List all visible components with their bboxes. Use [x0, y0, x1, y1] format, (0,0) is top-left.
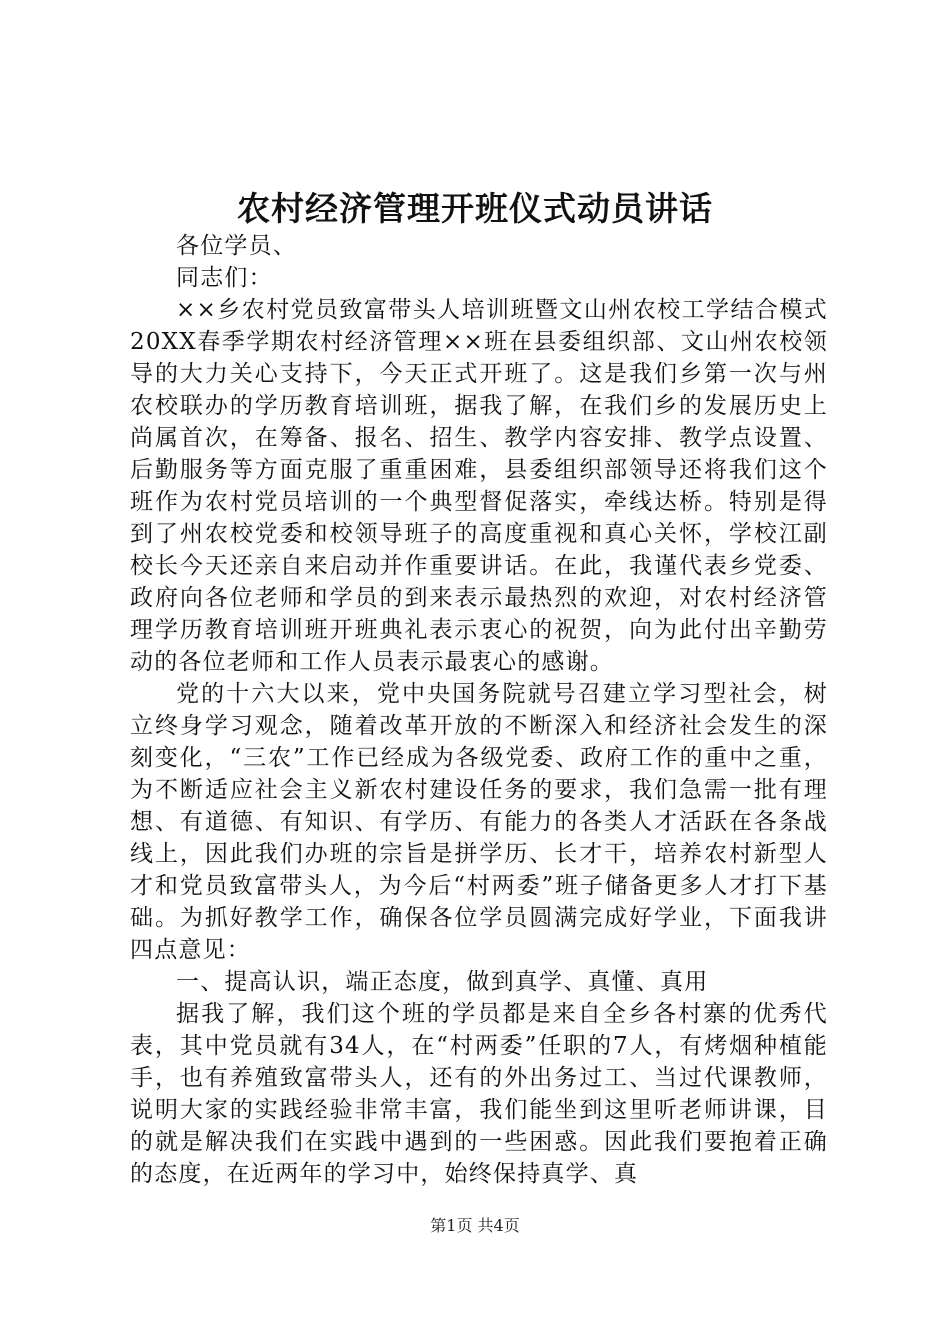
- paragraph-section-1: 据我了解，我们这个班的学员都是来自全乡各村寨的优秀代表，其中党员就有34人，在“村两委”任职的7人，有烤烟种植能手，也有养殖致富带头人，还有的外出务过工、当过代课教师，说明大家的实践经验非常丰富，我们能坐到这里听老师讲课，目的就是解决我们在实践中遇到的一些困惑。因此我们要抱着正确的态度，在近两年的学习中，始终保持真学、真: [130, 1001, 828, 1187]
- page-footer: 第1页 共4页: [430, 1216, 520, 1235]
- salutation-line-2: 同志们：: [176, 265, 273, 291]
- salutation-line-1: 各位学员、: [176, 233, 297, 259]
- document-title: 农村经济管理开班仪式动员讲话: [237, 189, 713, 228]
- paragraph-opening: ××乡农村党员致富带头人培训班暨文山州农校工学结合模式20XX春季学期农村经济管理××班在县委组织部、文山州农校领导的大力关心支持下，今天正式开班了。这是我们乡第一次与州农校联办的学历教育培训班，据我了解，在我们乡的发展历史上尚属首次，在筹备、报名、招生、教学内容安排、教学点设置、后勤服务等方面克服了重重困难，县委组织部领导还将我们这个班作为农村党员培训的一个典型督促落实，牵线达桥。特别是得到了州农校党委和校领导班子的高度重视和真心关怀，学校江副校长今天还亲自来启动并作重要讲话。在此，我谨代表乡党委、政府向各位老师和学员的到来表示最热烈的欢迎，对农村经济管理学历教育培训班开班典礼表示衷心的祝贺，向为此付出辛勤劳动的各位老师和工作人员表示最衷心的感谢。: [130, 297, 828, 675]
- section-heading-1: 一、提高认识，端正态度，做到真学、真懂、真用: [176, 969, 709, 995]
- paragraph-background: 党的十六大以来，党中央国务院就号召建立学习型社会，树立终身学习观念，随着改革开放的不断深入和经济社会发生的深刻变化，“三农”工作已经成为各级党委、政府工作的重中之重，为不断适应社会主义新农村建设任务的要求，我们急需一批有理想、有道德、有知识、有学历、有能力的各类人才活跃在各条战线上，因此我们办班的宗旨是拼学历、长才干，培养农村新型人才和党员致富带头人，为今后“村两委”班子储备更多人才打下基础。为抓好教学工作，确保各位学员圆满完成好学业，下面我讲四点意见：: [130, 681, 828, 963]
- document-body: [130, 230, 828, 1190]
